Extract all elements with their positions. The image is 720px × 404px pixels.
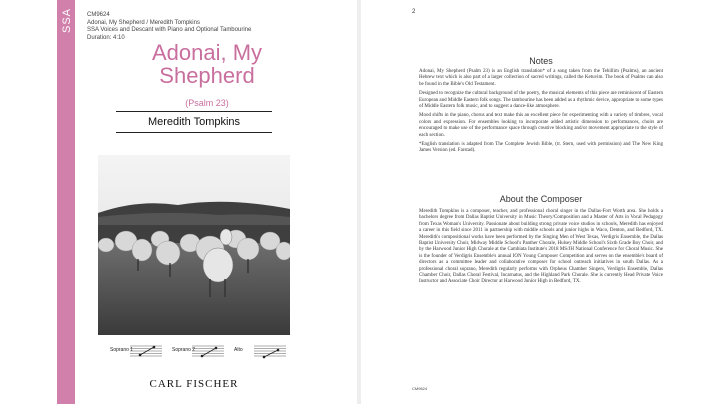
about-paragraph: Meredith Tompkins is a composer, teacher, and professional choral singer in the Dallas-Fort Worth area. She holds a bachelors degree from Dallas Baptist University in Music Theory/Composition and a Master of Arts in Vocal Pedagogy from Texas Woman's University. Passionate about building strong private voice studios in schools, Meredith has enjoyed a career in this field since 2011 in partnership with middle schools and junior highs in Waco, Denton, and Bedford, TX. Meredith's compositional works have been performed by the Singing Men of West Texas, Verdigris Ensemble, the Dallas Baptist University Choir, Midway Middle School's Panther Chorale, Hulsey Middle School's Sixth Grade Boy Choir, and by the Harwood Junior High Chorale at the Cambiata Institute's 2018 MS/JH National Conference for Choral Music. She is the founder of Verdigris Ensemble's annual ION Young Composer Competition and serves on the ensemble's board of directors as a committee leader and collaborative composer for school outreach initiatives in south Dallas. As a professional choral soprano, Meredith regularly performs with Orpheus Chamber Singers, Verdigris Ensemble, Dallas Chamber Choir, Dallas Choral Festival, Incarnatus, and the Highland Park Chorale. She is currently Head Private Voice Instructor and Associate Choir Director at Harwood Junior High in Bedford, TX.: [419, 209, 663, 285]
about-heading: About the Composer: [499, 194, 583, 204]
voicing-side-band: [57, 0, 75, 404]
voice-ranges: [110, 341, 285, 359]
catalog-number: CM9624: [87, 12, 110, 18]
notes-heading: Notes: [529, 56, 553, 66]
notes-page: [361, 0, 720, 404]
scoring: SSA Voices and Descant with Piano and Optional Tambourine: [87, 27, 252, 34]
page-number: 2: [412, 9, 416, 15]
voice-range-label: Soprano 2: [172, 347, 196, 353]
composer-name: Meredith Tompkins: [116, 111, 272, 133]
catalog-footer: CM9624: [412, 386, 428, 391]
notes-paragraph: Adonai, My Shepherd (Psalm 23) is an English translation* of a song taken from the Tehillim (Psalms), an ancient Hebrew text which is also part of a larger collection of sacred writings, called the Ketuvim. The book of Psalms can also be found in the Bible's Old Testament.: [419, 69, 663, 87]
photo-hill-far: [98, 213, 290, 225]
photo-ground: [98, 243, 290, 335]
duration: Duration: 4:10: [87, 34, 125, 41]
title-line-1: Adonai, My: [151, 40, 263, 65]
cover-page: [0, 0, 357, 404]
publisher-logo: CARL FISCHER: [149, 378, 239, 390]
notes-paragraph: Mood shifts in the piano, chorus and text make this an excellent piece for experimenting with a variety of timbres, vocal colors and expression. For ensembles looking to incorporate added artistic dimension to performances, choirs are encouraged to make use of the performance space through creative blocking and/or movement appropriate to the style of each section.: [419, 113, 663, 138]
voicing-label: SSA: [61, 8, 73, 34]
voice-range-label: Alto: [234, 347, 243, 353]
staff-icon: [248, 341, 286, 359]
subtitle: (Psalm 23): [185, 98, 229, 108]
page-title: [112, 41, 302, 87]
voice-range-label: Soprano 1: [110, 347, 134, 353]
notes-footnote: *English translation is adapted from The Complete Jewish Bible, (tr. Stern, used with permission) and The New King James Version (ed. Farstad).: [419, 142, 663, 154]
staff-icon: [124, 341, 162, 359]
about-body: [419, 209, 663, 289]
title-line-2: Shepherd: [159, 63, 255, 88]
meta-title: Adonai, My Shepherd / Meredith Tompkins: [87, 19, 200, 26]
staff-icon: [186, 341, 224, 359]
notes-body: [419, 69, 663, 158]
cover-metadata: [87, 12, 287, 42]
notes-paragraph: Designed to recognize the cultural background of the poetry, the musical elements of this piece are reminiscent of Eastern European and Middle Eastern folk songs. The tambourine has been added as a rhythmic device, appropriate to some types of Middle Eastern folk music, and to suggest a dance-like atmosphere.: [419, 91, 664, 110]
sheep-photo: [98, 155, 290, 335]
